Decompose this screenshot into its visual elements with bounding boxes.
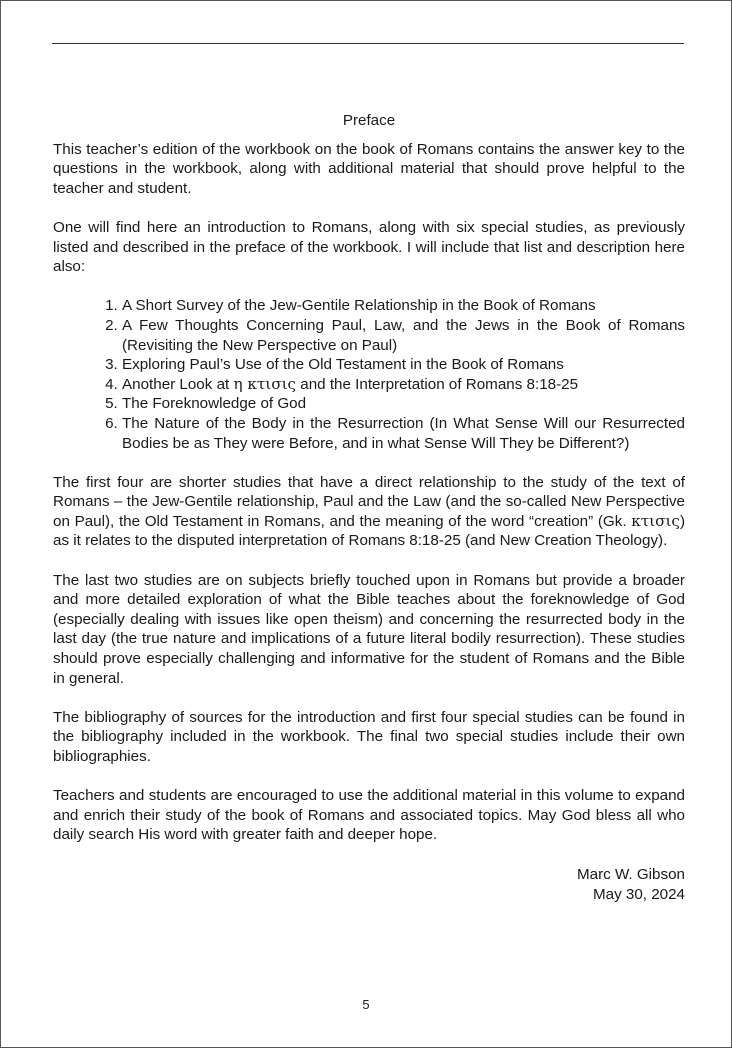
study-item-2: 2. A Few Thoughts Concerning Paul, Law, and the Jews in the Book of Romans (Revisiting the New Perspective on Paul)	[122, 316, 685, 355]
study-item-6: 6. The Nature of the Body in the Resurrection (In What Sense Will our Resurrected Bodies be as They were Before, and in what Sense Will They be Different?)	[122, 414, 685, 453]
study-item-4-text-after: and the Interpretation of Romans 8:18-25	[296, 375, 579, 393]
page-title: Preface	[342, 112, 396, 129]
study-item-4	[122, 375, 685, 395]
study-item-4-text-before: Another Look at	[122, 375, 234, 393]
page-content	[53, 111, 685, 905]
paragraph-closing: Teachers and students are encouraged to use the additional material in this volume to expand and enrich their study of the book of Romans and associated topics. May God bless all who daily search His word with greater faith and deeper hope.	[53, 787, 685, 844]
study-item-3: 3. Exploring Paul’s Use of the Old Testament in the Book of Romans	[122, 355, 685, 375]
paragraph-first-four-greek: κτισις	[631, 511, 680, 530]
paragraph-bibliography: The bibliography of sources for the introduction and first four special studies can be found in the bibliography included in the workbook. The final two special studies include their own bibliographies.	[53, 708, 685, 765]
study-item-5: 5. The Foreknowledge of God	[122, 394, 685, 414]
signature-block	[53, 865, 685, 905]
paragraph-first-four	[53, 473, 685, 551]
signature-date: May 30, 2024	[592, 885, 685, 903]
special-studies-list	[53, 296, 685, 453]
page-number: 5	[362, 997, 370, 1012]
paragraph-first-four-after: ) as it relates to the disputed interpretation of Romans 8:18-25 (and New Creation Theology).	[53, 512, 685, 550]
paragraph-studies-intro: One will find here an introduction to Romans, along with six special studies, as previously listed and described in the preface of the workbook. I will include that list and description here also:	[53, 218, 685, 276]
author-name: Marc W. Gibson	[576, 865, 685, 883]
study-item-4-greek: η κτισις	[233, 374, 297, 393]
header-rule	[52, 43, 684, 44]
paragraph-first-four-before: The first four are shorter studies that have a direct relationship to the study of the text of Romans – the Jew-Gentile relationship, Paul and the Law (and the so-called New Perspective on Paul), the Old Testament in Romans, and the meaning of the word “creation” (Gk.	[53, 473, 685, 530]
study-item-1: 1. A Short Survey of the Jew-Gentile Relationship in the Book of Romans	[122, 296, 685, 316]
paragraph-intro: This teacher’s edition of the workbook on the book of Romans contains the answer key to the questions in the workbook, along with additional material that should prove helpful to the teacher and student.	[53, 140, 685, 197]
paragraph-last-two: The last two studies are on subjects briefly touched upon in Romans but provide a broader and more detailed exploration of what the Bible teaches about the foreknowledge of God (especially dealing with issues like open theism) and concerning the resurrected body in the last day (the true nature and implications of a future literal bodily resurrection). These studies should prove especially challenging and informative for the student of Romans and the Bible in general.	[53, 571, 685, 687]
